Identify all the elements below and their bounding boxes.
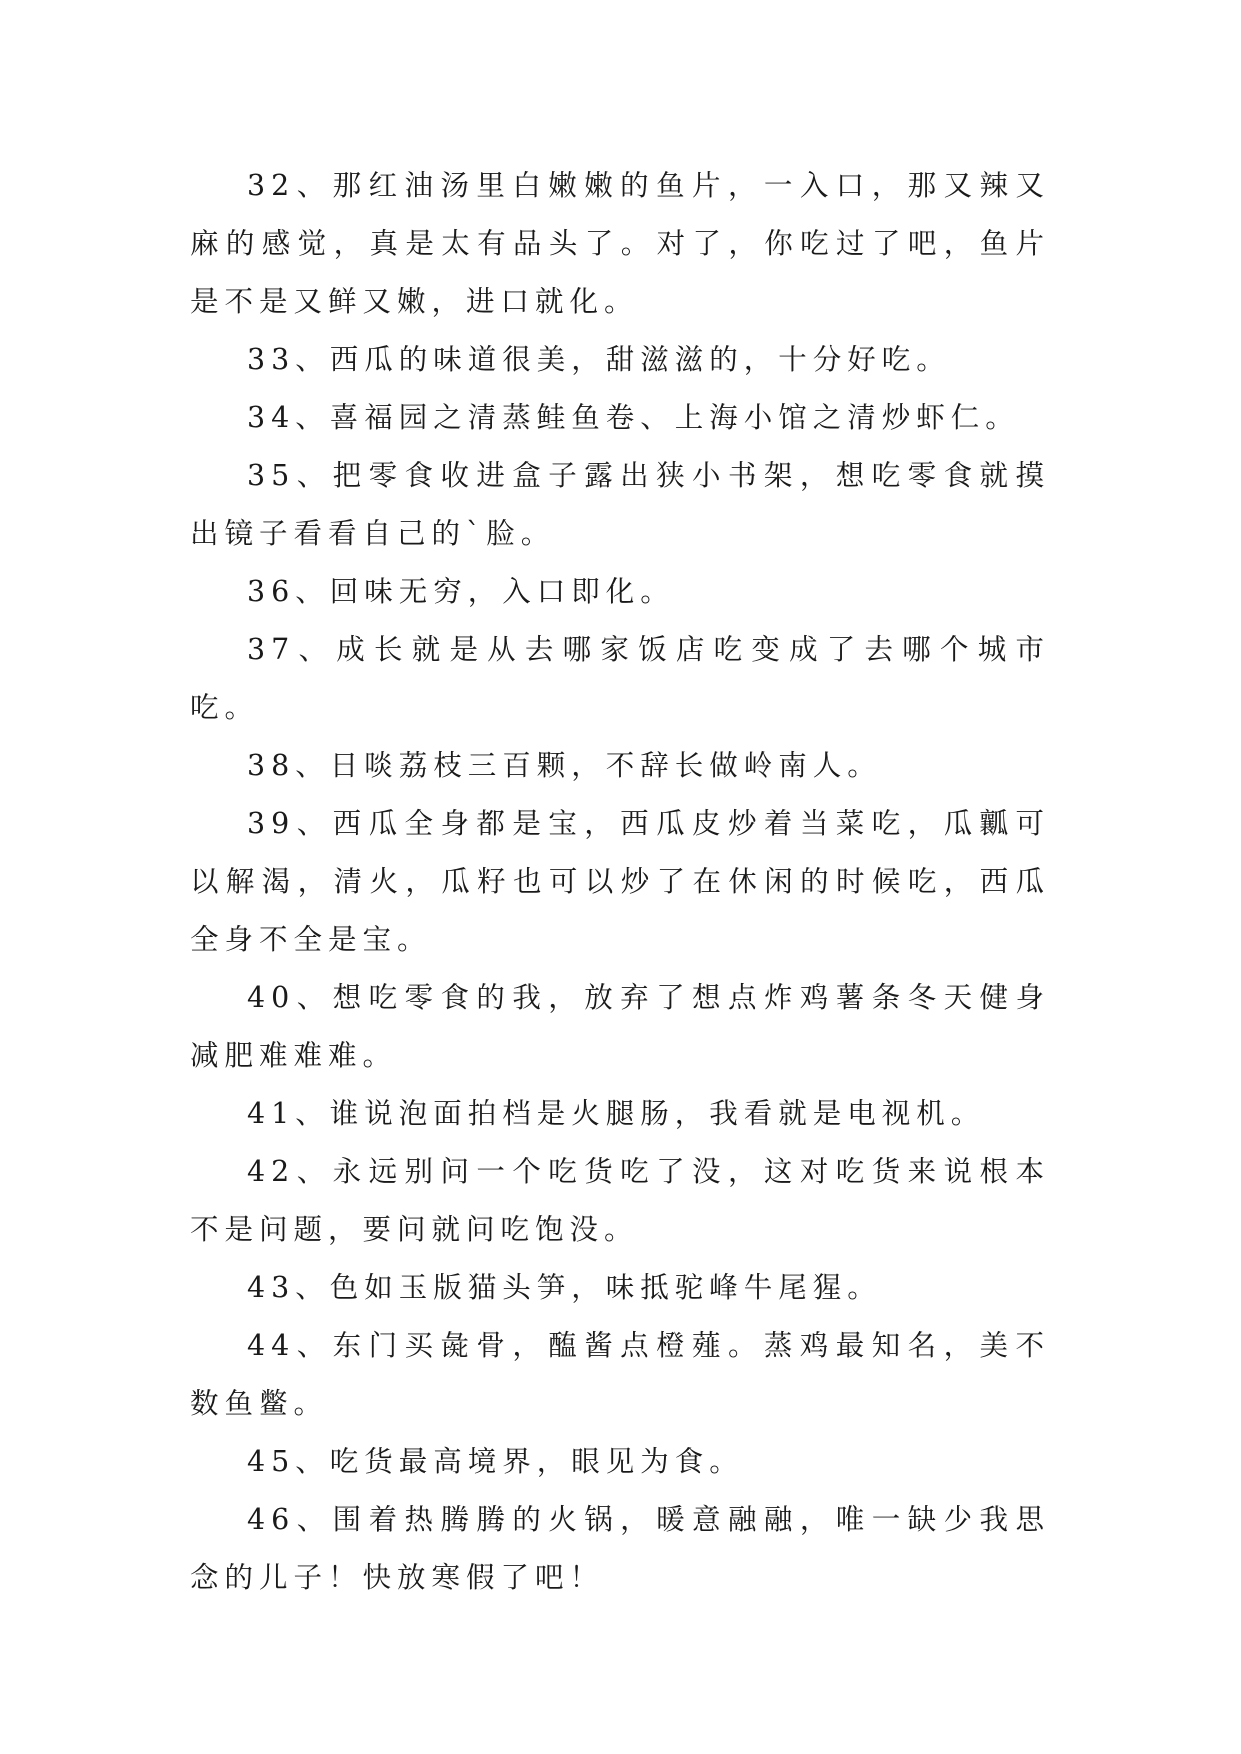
paragraph-39: 39、西瓜全身都是宝，西瓜皮炒着当菜吃，瓜瓤可以解渴，清火，瓜籽也可以炒了在休闲的时候吃，西瓜全身不全是宝。 [190, 807, 1050, 956]
paragraph-40: 40、想吃零食的我，放弃了想点炸鸡薯条冬天健身减肥难难难。 [190, 981, 1050, 1072]
paragraph-35: 35、把零食收进盒子露出狭小书架，想吃零食就摸出镜子看看自己的`脸。 [190, 459, 1050, 550]
paragraph-45: 45、吃货最高境界，眼见为食。 [247, 1445, 744, 1478]
paragraph-46: 46、围着热腾腾的火锅，暖意融融，唯一缺少我思念的儿子！快放寒假了吧！ [190, 1503, 1050, 1594]
paragraph-32: 32、那红油汤里白嫩嫩的鱼片，一入口，那又辣又麻的感觉，真是太有品头了。对了，你吃过了吧，鱼片是不是又鲜又嫩，进口就化。 [190, 169, 1050, 318]
paragraph-36: 36、回味无穷，入口即化。 [247, 575, 675, 608]
paragraph-42: 42、永远别问一个吃货吃了没，这对吃货来说根本不是问题，要问就问吃饱没。 [190, 1155, 1050, 1246]
paragraph-41: 41、谁说泡面拍档是火腿肠，我看就是电视机。 [247, 1097, 986, 1130]
paragraph-43: 43、色如玉版猫头笋，味抵驼峰牛尾猩。 [247, 1271, 882, 1304]
paragraph-33: 33、西瓜的味道很美，甜滋滋的，十分好吃。 [247, 343, 951, 376]
paragraph-37: 37、成长就是从去哪家饭店吃变成了去哪个城市吃。 [190, 633, 1050, 724]
paragraph-34: 34、喜福园之清蒸鲑鱼卷、上海小馆之清炒虾仁。 [247, 401, 1020, 434]
paragraph-44: 44、东门买彘骨，醢酱点橙薤。蒸鸡最知名，美不数鱼鳖。 [190, 1329, 1050, 1420]
document-body [190, 157, 1050, 1607]
paragraph-38: 38、日啖荔枝三百颗，不辞长做岭南人。 [247, 749, 882, 782]
